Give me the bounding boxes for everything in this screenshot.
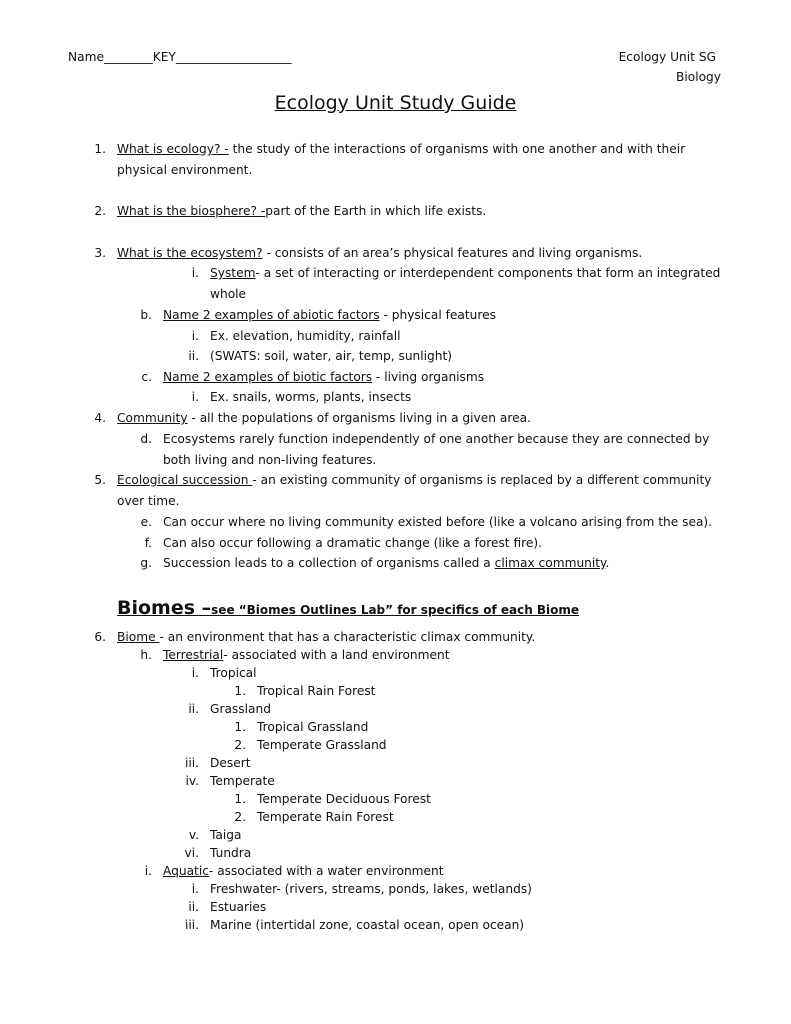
aquatic-biome: Estuaries (210, 900, 267, 914)
q5-g-text: Succession leads to a collection of organisms called a (163, 556, 495, 570)
q5-continuation: over time. (117, 494, 180, 508)
terrestrial-sub-number: 1. (234, 720, 246, 734)
q1-number: 1. (94, 142, 106, 156)
terrestrial-sub-biome: Tropical Rain Forest (257, 684, 376, 698)
biomes-heading (117, 597, 579, 619)
q3-b-number: b. (140, 308, 152, 322)
name-field: Name________KEY___________________ (68, 50, 292, 64)
q1-text: the study of the interactions of organisms with one another and with their (228, 142, 686, 156)
biomes-heading-note: see “Biomes Outlines Lab” for specifics of each Biome (211, 603, 580, 617)
q5-term: Ecological succession (117, 473, 253, 487)
q5-g-line (163, 556, 609, 570)
q3-i-line (210, 266, 720, 280)
q3-c-text: - living organisms (372, 370, 485, 384)
q6-i-term: Aquatic (163, 864, 209, 878)
course-unit: Ecology Unit SG (618, 50, 716, 64)
terrestrial-sub-number: 1. (234, 684, 246, 698)
q3-number: 3. (94, 246, 106, 260)
q3-c-term: Name 2 examples of biotic factors (163, 370, 373, 384)
terrestrial-number: ii. (188, 702, 199, 716)
q1-term: What is ecology? - (117, 142, 229, 156)
q1-continuation: physical environment. (117, 163, 253, 177)
q3-b-item: (SWATS: soil, water, air, temp, sunlight) (210, 349, 453, 363)
terrestrial-number: v. (188, 828, 199, 842)
q2-number: 2. (94, 204, 106, 218)
q4-text: - all the populations of organisms living in a given area. (187, 411, 531, 425)
q3-i-text: - a set of interacting or interdependent components that form an integrated (255, 266, 721, 280)
q5-g-number: g. (140, 556, 152, 570)
q5-f-number: f. (144, 536, 152, 550)
q2-line (117, 204, 486, 218)
q5-text: - an existing community of organisms is replaced by a different community (252, 473, 712, 487)
q3-b-item-number: i. (191, 329, 199, 343)
q3-c-item-number: i. (191, 390, 199, 404)
q3-text: - consists of an area’s physical features and living organisms. (262, 246, 643, 260)
aquatic-number: i. (191, 882, 199, 896)
q5-g-term: climax community (494, 556, 606, 570)
terrestrial-sub-number: 2. (234, 738, 246, 752)
biomes-heading-title: Biomes – (117, 597, 212, 619)
q3-i-continuation: whole (210, 287, 247, 301)
q3-b-term: Name 2 examples of abiotic factors (163, 308, 380, 322)
terrestrial-sub-biome: Temperate Rain Forest (257, 810, 394, 824)
terrestrial-sub-biome: Temperate Grassland (257, 738, 387, 752)
q5-line (117, 473, 711, 487)
q5-e-line: Can occur where no living community existed before (like a volcano arising from the sea). (163, 515, 713, 529)
terrestrial-biome: Grassland (210, 702, 271, 716)
q5-f-line: Can also occur following a dramatic change (like a forest fire). (163, 536, 543, 550)
terrestrial-number: iii. (184, 756, 199, 770)
q3-b-text: - physical features (379, 308, 496, 322)
q6-h-text: - associated with a land environment (223, 648, 450, 662)
terrestrial-biome: Taiga (210, 828, 242, 842)
q4-d-continuation: both living and non-living features. (163, 453, 377, 467)
q4-d-number: d. (140, 432, 152, 446)
terrestrial-number: vi. (184, 846, 199, 860)
q6-line (117, 630, 535, 644)
terrestrial-biome: Temperate (210, 774, 275, 788)
q5-number: 5. (94, 473, 106, 487)
q3-b-line (163, 308, 496, 322)
q3-i-number: i. (191, 266, 199, 280)
terrestrial-biome: Tundra (210, 846, 252, 860)
q2-text: part of the Earth in which life exists. (265, 204, 487, 218)
q6-h-line (163, 648, 450, 662)
aquatic-biome: Freshwater- (rivers, streams, ponds, lakes, wetlands) (210, 882, 532, 896)
q6-term: Biome (117, 630, 160, 644)
terrestrial-biome: Desert (210, 756, 251, 770)
q6-number: 6. (94, 630, 106, 644)
q3-term: What is the ecosystem? (117, 246, 263, 260)
q3-b-item-number: ii. (188, 349, 199, 363)
q4-number: 4. (94, 411, 106, 425)
terrestrial-number: i. (191, 666, 199, 680)
terrestrial-sub-biome: Temperate Deciduous Forest (257, 792, 431, 806)
terrestrial-sub-biome: Tropical Grassland (257, 720, 369, 734)
page-title: Ecology Unit Study Guide (274, 92, 517, 114)
q6-text: - an environment that has a characteristic climax community. (159, 630, 536, 644)
q5-e-number: e. (140, 515, 152, 529)
q3-line (117, 246, 642, 260)
aquatic-number: ii. (188, 900, 199, 914)
q6-i-number: i. (144, 864, 152, 878)
q6-h-number: h. (140, 648, 152, 662)
terrestrial-sub-number: 2. (234, 810, 246, 824)
terrestrial-sub-number: 1. (234, 792, 246, 806)
q4-term: Community (117, 411, 188, 425)
course-subject: Biology (676, 70, 721, 84)
q3-i-term: System (210, 266, 256, 280)
q3-c-number: c. (141, 370, 152, 384)
q2-term: What is the biosphere? - (117, 204, 266, 218)
q4-d-line: Ecosystems rarely function independently of one another because they are connected by (163, 432, 710, 446)
q5-g-end: . (605, 556, 610, 570)
terrestrial-number: iv. (185, 774, 199, 788)
aquatic-biome: Marine (intertidal zone, coastal ocean, open ocean) (210, 918, 525, 932)
q3-b-item: Ex. elevation, humidity, rainfall (210, 329, 401, 343)
q3-c-item: Ex. snails, worms, plants, insects (210, 390, 412, 404)
q6-i-line (163, 864, 444, 878)
q6-h-term: Terrestrial (163, 648, 224, 662)
q1-line (117, 142, 685, 156)
aquatic-number: iii. (184, 918, 199, 932)
q3-c-line (163, 370, 484, 384)
terrestrial-biome: Tropical (210, 666, 257, 680)
q4-line (117, 411, 531, 425)
q6-i-text: - associated with a water environment (208, 864, 444, 878)
